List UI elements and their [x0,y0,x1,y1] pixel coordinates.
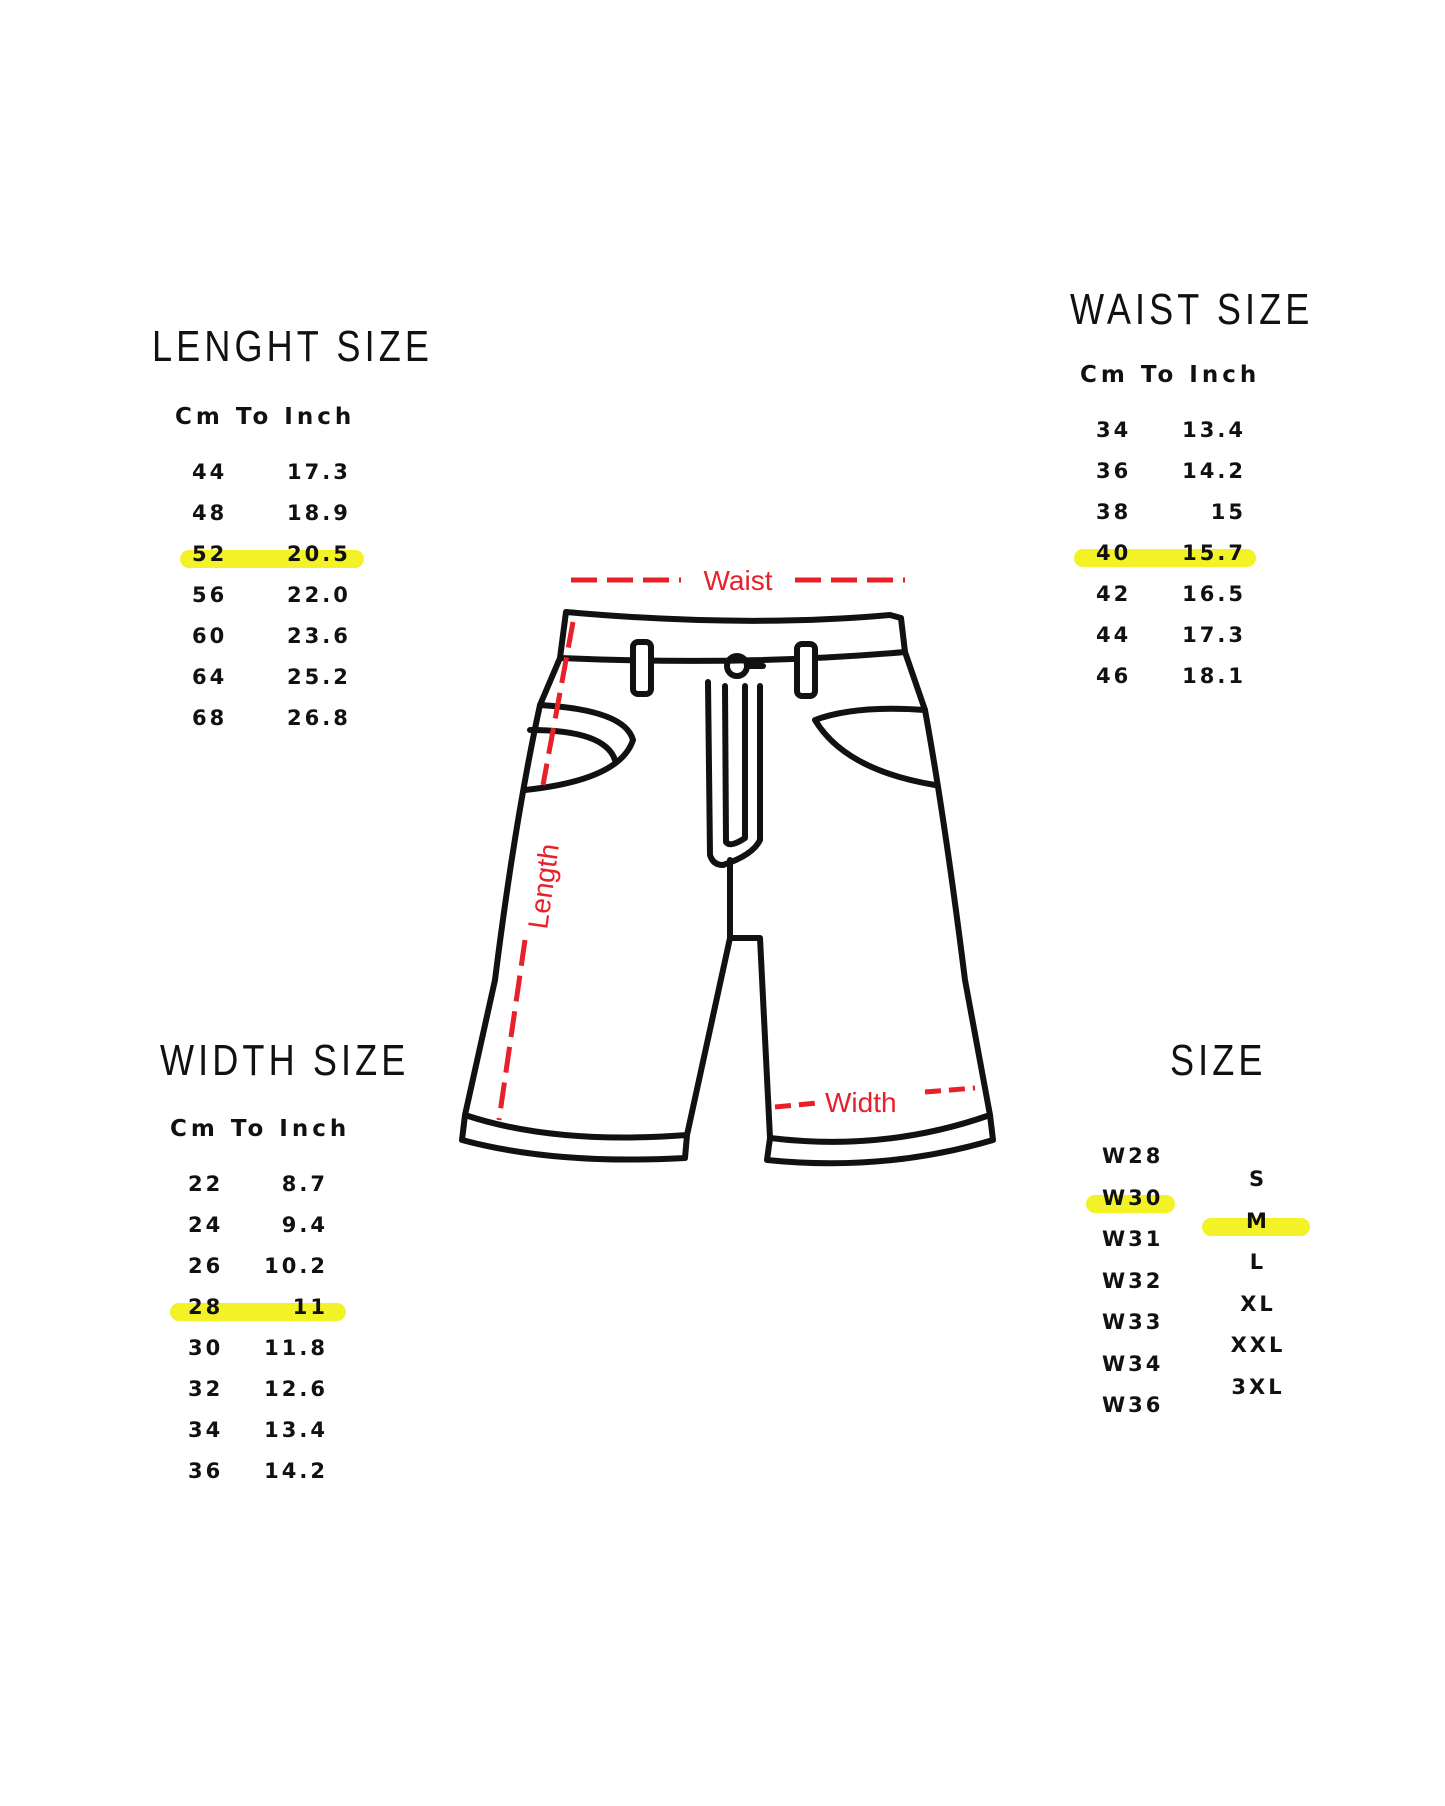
waist-inch-value: 16.5 [1182,582,1246,606]
width-inch-value: 9.4 [281,1213,328,1237]
width-inch-value: 13.4 [264,1418,328,1442]
width-cm-value: 30 [188,1336,224,1360]
width-cm-value: 36 [188,1459,224,1483]
length-inch-value: 23.6 [287,624,351,648]
length-cm-value: 52 [192,542,228,566]
waist-inch-value: 15.7 [1182,541,1246,565]
waist-code: W34 [1102,1351,1164,1376]
width-inch-value: 11.8 [264,1336,328,1360]
waist-size-subtitle: Cm To Inch [1080,362,1261,388]
size-title: SIZE [1170,1036,1267,1085]
length-inch-value: 18.9 [287,501,351,525]
waist-size-title: WAIST SIZE [1070,285,1314,334]
waist-cm-value: 34 [1096,418,1132,442]
length-cm-value: 56 [192,583,228,607]
length-inch-value: 25.2 [287,665,351,689]
waist-cm-value: 46 [1096,664,1132,688]
length-cm-value: 60 [192,624,228,648]
waist-inch-value: 14.2 [1182,459,1246,483]
waist-cm-value: 42 [1096,582,1132,606]
length-cm-value: 48 [192,501,228,525]
waist-code: W30 [1102,1186,1163,1228]
width-label: Width [825,1087,897,1118]
length-cm-value: 44 [192,460,228,484]
length-cm-value: 64 [192,665,228,689]
width-inch-value: 11 [292,1295,328,1319]
waist-code: W31 [1102,1227,1164,1251]
waist-inch-value: 17.3 [1182,623,1246,647]
waist-inch-value: 13.4 [1182,418,1246,442]
width-cm-value: 34 [188,1418,224,1442]
width-inch-value: 12.6 [264,1377,328,1401]
shorts-measurement-diagram [455,560,1010,1180]
waist-code: W28 [1102,1144,1164,1168]
letter-size: S [1248,1167,1268,1191]
letter-size: L [1249,1250,1267,1274]
waist-label: Waist [703,565,773,596]
waist-cm-value: 38 [1096,500,1132,524]
width-cm-value: 32 [188,1377,224,1401]
letter-size: XL [1240,1291,1276,1316]
width-cm-value: 28 [188,1295,224,1319]
width-cm-value: 22 [188,1172,224,1196]
length-label: Length [522,841,565,931]
length-size-subtitle: Cm To Inch [175,404,356,430]
waist-code: W36 [1102,1393,1164,1417]
length-inch-value: 20.5 [287,542,351,566]
length-inch-value: 26.8 [287,706,351,730]
width-inch-value: 14.2 [264,1459,328,1483]
width-size-title: WIDTH SIZE [160,1036,410,1085]
width-inch-value: 8.7 [281,1172,328,1196]
letter-size: 3XL [1231,1374,1285,1399]
letter-size: XXL [1230,1333,1286,1357]
width-size-subtitle: Cm To Inch [170,1116,351,1142]
letter-size-list [1218,1167,1298,1416]
length-size-title: LENGHT SIZE [152,322,434,371]
width-inch-value: 10.2 [264,1254,328,1278]
letter-size: M [1218,1209,1298,1251]
waist-cm-value: 40 [1096,541,1132,565]
waist-code-list [1102,1144,1163,1435]
length-inch-value: 17.3 [287,460,351,484]
waist-cm-value: 44 [1096,623,1132,647]
waist-cm-value: 36 [1096,459,1132,483]
waist-inch-value: 18.1 [1182,664,1246,688]
width-cm-value: 24 [188,1213,224,1237]
waist-code: W33 [1102,1310,1164,1334]
waist-code: W32 [1102,1268,1164,1293]
length-inch-value: 22.0 [287,583,351,607]
width-cm-value: 26 [188,1254,224,1278]
waist-inch-value: 15 [1210,500,1246,524]
length-cm-value: 68 [192,706,228,730]
